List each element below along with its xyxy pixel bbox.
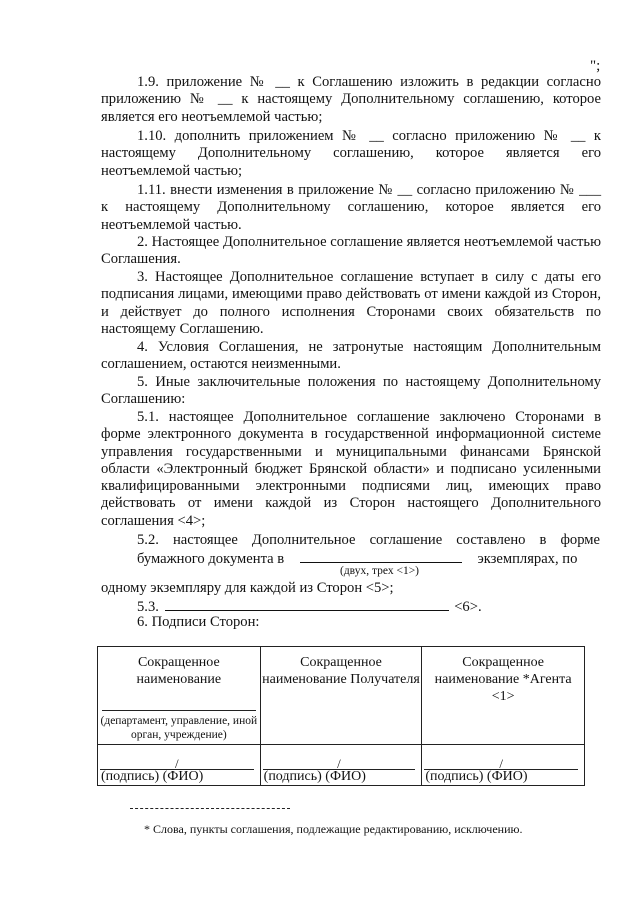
paragraph-5-3-label: 5.3. [137,599,159,615]
party-3-signature-caption: (подпись) (ФИО) [425,769,528,784]
party-1-signature-caption: (подпись) (ФИО) [101,769,204,784]
party-1-name-line[interactable] [102,710,256,711]
paragraph-3: 3. Настоящее Дополнительное соглашение вступает в силу с даты его подписания лицами, имеющими право действовать от имени каждой из Сторон, и действует до полного исполнения Сторонами своих обязательств по настоящему Соглашению. [101,269,601,337]
paragraph-5-2-end: экземплярах, по [477,551,578,567]
paragraph-5-2-line1: 5.2. настоящее Дополнительное соглашение составлено в форме [137,532,600,548]
paragraph-5-2-start: бумажного документа в [137,551,285,567]
paragraph-1-9: 1.9. приложение № __ к Соглашению изложить в редакции согласно приложению № __ к настоящему Дополнительному соглашению, которое является его неотъемлемой частью; [101,74,601,125]
party-3-header-cell [422,647,585,745]
closing-quote: "; [590,58,601,74]
party-2-signature-line[interactable]: / [263,759,416,770]
party-1-header-cell [98,647,261,745]
party-1-header: Сокращенное наименование [136,655,222,687]
party-3-signature-cell[interactable] [422,745,585,786]
signature-table [97,646,585,786]
paragraph-5-3-note: <6>. [454,599,482,615]
party-3-signature-line[interactable]: / [424,759,578,770]
paragraph-4: 4. Условия Соглашения, не затронутые настоящим Дополнительным соглашением, остаются неизменными. [101,339,601,373]
party-2-header-cell [260,647,422,745]
copies-hint: (двух, трех <1>) [340,565,420,577]
paragraph-1-10: 1.10. дополнить приложением № __ согласно приложению № __ к настоящему Дополнительному соглашению, которое является его неотъемлемой частью; [101,128,601,179]
paragraph-2: 2. Настоящее Дополнительное соглашение является неотъемлемой частью Соглашения. [101,234,601,268]
paragraph-5-3-blank[interactable] [165,597,449,611]
paragraph-1-11: 1.11. внести изменения в приложение № __ согласно приложению № ___ к настоящему Дополнительному соглашению, которое является его неотъемлемой частью. [101,182,601,233]
footnote: * Слова, пункты соглашения, подлежащие редактированию, исключению. [144,822,523,836]
party-1-signature-line[interactable]: / [100,759,254,770]
party-1-note: (департамент, управление, иной орган, учреждение) [100,715,258,741]
copies-count-blank[interactable] [300,549,462,563]
paragraph-6: 6. Подписи Сторон: [137,614,260,630]
paragraph-5: 5. Иные заключительные положения по настоящему Дополнительному Соглашению: [101,374,601,408]
party-3-header: Сокращенное наименование *Агента <1> [434,655,572,704]
footnote-divider [130,808,290,809]
paragraph-5-2-line3: одному экземпляру для каждой из Сторон <5>; [101,580,394,596]
party-2-signature-cell[interactable] [260,745,422,786]
paragraph-5-1: 5.1. настоящее Дополнительное соглашение заключено Сторонами в форме электронного документа в государственной информационной системе управления государственными и муниципальными финансами Брянской области «Электронный бюджет Брянской области» и подписано усиленными квалифицированными электронными подписями лиц, имеющих право действовать от имени каждой из Сторон настоящего Дополнительного соглашения <4>; [101,409,601,529]
party-2-signature-caption: (подпись) (ФИО) [263,769,366,784]
party-1-signature-cell[interactable] [98,745,261,786]
party-2-header: Сокращенное наименование Получателя [262,655,420,687]
